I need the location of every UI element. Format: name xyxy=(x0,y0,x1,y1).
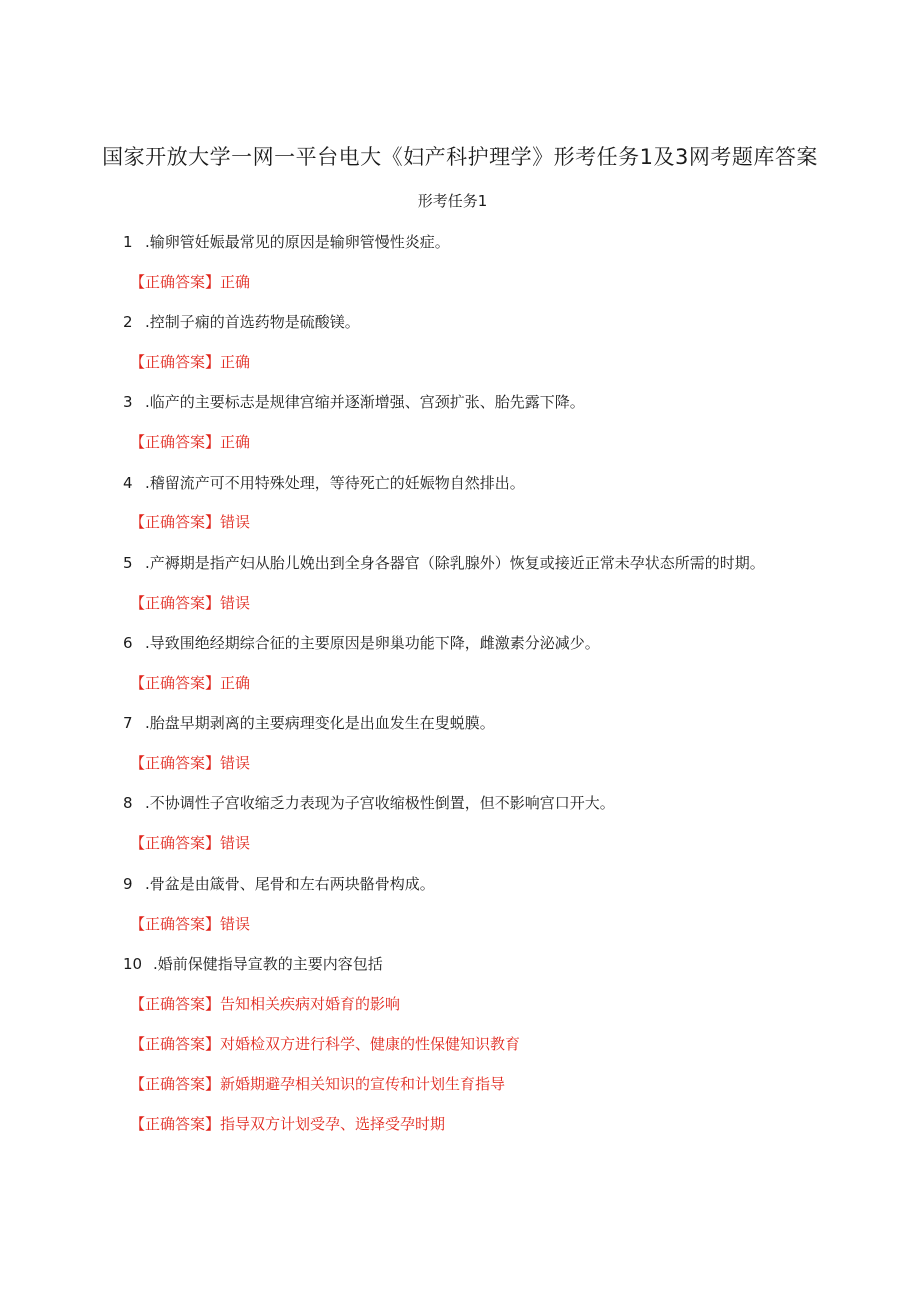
answer-label: 【正确答案】 xyxy=(130,1115,221,1133)
answer-text: 正确 xyxy=(220,674,251,692)
question-text: .胎盘早期剥离的主要病理变化是出血发生在叟蜕膜。 xyxy=(145,714,495,732)
question-item xyxy=(123,552,765,573)
question-number: 1 xyxy=(123,233,133,251)
answer-text: 指导双方计划受孕、选择受孕时期 xyxy=(220,1115,446,1133)
question-text: .输卵管妊娠最常见的原因是输卵管慢性炎症。 xyxy=(145,233,450,251)
question-item xyxy=(123,632,600,653)
question-item xyxy=(123,953,383,974)
answer-text: 错误 xyxy=(220,513,251,531)
answer-label: 【正确答案】 xyxy=(130,353,221,371)
answer-item xyxy=(130,431,250,452)
question-text: .控制子痫的首选药物是硫酸镁。 xyxy=(145,313,360,331)
question-text: .不协调性子宫收缩乏力表现为子宫收缩极性倒置，但不影响宫口开大。 xyxy=(145,794,615,812)
question-text: .稽留流产可不用特殊处理，等待死亡的妊娠物自然排出。 xyxy=(145,474,525,492)
answer-text: 正确 xyxy=(220,353,251,371)
answer-label: 【正确答案】 xyxy=(130,513,221,531)
answer-item xyxy=(130,672,250,693)
question-text: .骨盆是由箴骨、尾骨和左右两块骼骨构成。 xyxy=(145,875,435,893)
question-text: .婚前保健指导宣教的主要内容包括 xyxy=(153,955,383,973)
question-item xyxy=(123,792,615,813)
answer-label: 【正确答案】 xyxy=(130,995,221,1013)
answer-item xyxy=(130,351,250,372)
answer-item xyxy=(130,271,250,292)
answer-item xyxy=(130,1113,445,1134)
page-title: 国家开放大学一网一平台电大《妇产科护理学》形考任务1及3网考题库答案 xyxy=(102,145,818,169)
question-item xyxy=(123,873,435,894)
answer-label: 【正确答案】 xyxy=(130,674,221,692)
question-item xyxy=(123,391,585,412)
answer-label: 【正确答案】 xyxy=(130,1075,221,1093)
answer-item xyxy=(130,1033,520,1054)
question-number: 6 xyxy=(123,634,133,652)
question-number: 5 xyxy=(123,554,133,572)
answer-text: 错误 xyxy=(220,915,251,933)
answer-text: 对婚检双方进行科学、健康的性保健知识教育 xyxy=(220,1035,521,1053)
question-text: .导致围绝经期综合征的主要原因是卵巢功能下降，雌激素分泌减少。 xyxy=(145,634,600,652)
question-number: 2 xyxy=(123,313,133,331)
answer-item xyxy=(130,1073,505,1094)
answer-label: 【正确答案】 xyxy=(130,1035,221,1053)
answer-label: 【正确答案】 xyxy=(130,594,221,612)
answer-item xyxy=(130,832,250,853)
answer-text: 错误 xyxy=(220,594,251,612)
question-number: 3 xyxy=(123,393,133,411)
answer-label: 【正确答案】 xyxy=(130,273,221,291)
section-subtitle: 形考任务1 xyxy=(417,192,488,210)
answer-text: 错误 xyxy=(220,834,251,852)
answer-text: 正确 xyxy=(220,433,251,451)
question-number: 7 xyxy=(123,714,133,732)
answer-item xyxy=(130,913,250,934)
question-item xyxy=(123,712,495,733)
question-item xyxy=(123,472,525,493)
question-item xyxy=(123,231,450,252)
answer-text: 正确 xyxy=(220,273,251,291)
answer-text: 错误 xyxy=(220,754,251,772)
question-item xyxy=(123,311,360,332)
answer-item xyxy=(130,511,250,532)
question-text: .产褥期是指产妇从胎儿娩出到全身各器官（除乳腺外）恢复或接近正常未孕状态所需的时期。 xyxy=(145,554,765,572)
answer-item xyxy=(130,993,400,1014)
answer-label: 【正确答案】 xyxy=(130,433,221,451)
answer-item xyxy=(130,592,250,613)
question-text: .临产的主要标志是规律宫缩并逐渐增强、宫颈扩张、胎先露下降。 xyxy=(145,393,585,411)
question-number: 9 xyxy=(123,875,133,893)
question-number: 8 xyxy=(123,794,133,812)
question-number: 10 xyxy=(123,955,143,973)
answer-item xyxy=(130,752,250,773)
answer-text: 新婚期避孕相关知识的宣传和计划生育指导 xyxy=(220,1075,506,1093)
answer-label: 【正确答案】 xyxy=(130,915,221,933)
answer-text: 告知相关疾病对婚育的影响 xyxy=(220,995,401,1013)
answer-label: 【正确答案】 xyxy=(130,754,221,772)
answer-label: 【正确答案】 xyxy=(130,834,221,852)
question-number: 4 xyxy=(123,474,133,492)
